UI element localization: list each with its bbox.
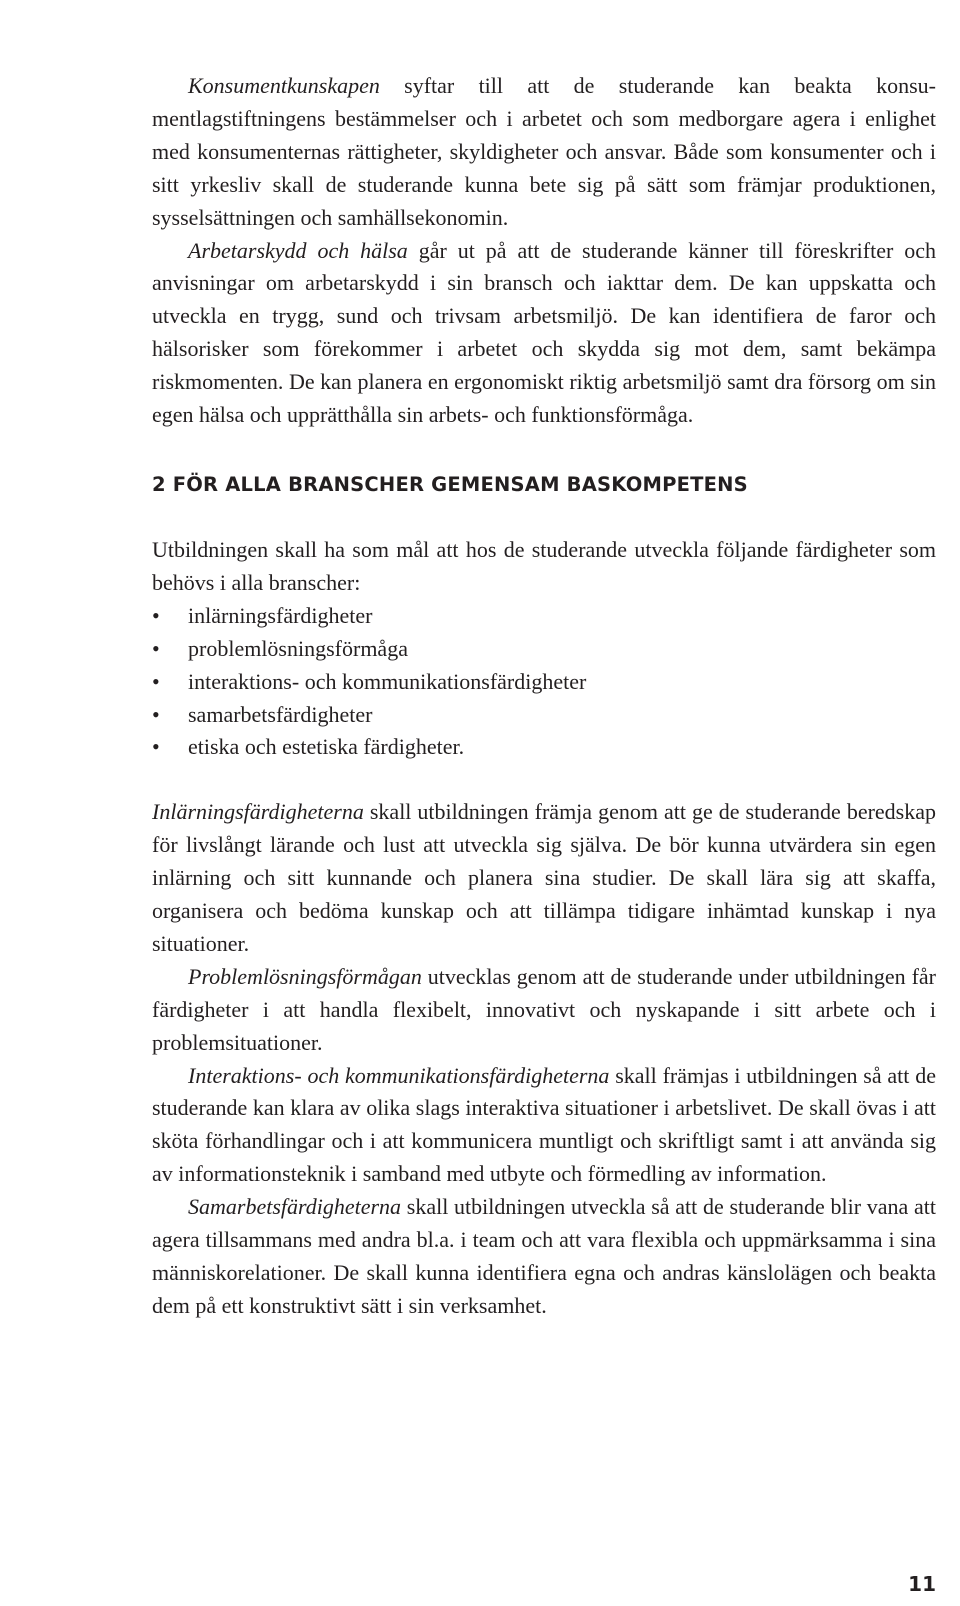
paragraph-text: skall utbildningen utveckla så att de studerande blir vana att agera tillsammans med andra bl.a. i team och att vara flexibla och uppmärksamma i sina människorelationer. De skall kunna identifiera egna och andras känslolägen och beakta dem på ett konstruktivt sätt i sin verksamhet. (152, 1194, 936, 1318)
paragraph-inlarning (152, 796, 936, 961)
list-item (152, 731, 936, 764)
document-page (152, 70, 936, 1323)
bullet-icon: • (152, 602, 160, 628)
page-number: 11 (908, 1572, 936, 1596)
paragraph-lead: Konsumentkunskapen (188, 73, 380, 98)
paragraph-text: skall främjas i utbildningen så att de studerande kan klara av olika slags interaktiva situationer i arbetslivet. De skall övas i att sköta förhandlingar och i att kommunicera muntligt och skriftligt samt i att använda sig av informationsteknik i samband med utbyte och förmedling av information. (152, 1062, 936, 1187)
bullet-icon: • (152, 734, 160, 760)
paragraph-interaktion (152, 1060, 936, 1192)
bullet-icon: • (152, 668, 160, 694)
paragraph-lead: Arbetarskydd och hälsa (188, 237, 408, 263)
paragraph-intro: Utbildningen skall ha som mål att hos de studerande utveckla följande färdigheter som behövs i alla branscher: (152, 536, 936, 595)
list-item-text: etiska och estetiska färdigheter. (188, 734, 465, 760)
paragraph-text: går ut på att de studerande känner till föreskrifter och anvisningar om arbetarskydd i sin bransch och iakttar dem. De kan uppskatta och utveckla en trygg, sund och trivsam arbetsmiljö. De kan identifiera de faror och hälsorisker som förekommer i arbetet och skydda sig mot dem, samt bekämpa riskmomenten. De kan planera en ergonomiskt riktig arbetsmiljö samt dra försorg om sin egen hälsa och upprätthålla sin arbets- och funktionsförmåga. (152, 237, 937, 428)
paragraph-text: skall utbildningen främja genom att ge de studerande beredskap för livslångt lärande och lust att utveckla sig själva. De bör kunna utvärdera sin egen inlärning och sitt kunnande och planera sina studier. De skall lära sig att skaffa, organisera och bedöma kunskap och att tillämpa tidigare inhämtad kunskap i nya situationer. (152, 799, 936, 956)
list-item-text: problemlösningsförmåga (188, 635, 408, 661)
list-item (152, 600, 936, 633)
section-heading: 2 FÖR ALLA BRANSCHER GEMENSAM BASKOMPETENS (152, 472, 748, 496)
list-item-text: samarbetsfärdigheter (188, 701, 373, 727)
list-item-text: inlärningsfärdigheter (188, 602, 373, 628)
list-item-text: interaktions- och kommunikationsfärdigheter (188, 668, 587, 694)
list-item (152, 633, 936, 666)
list-item (152, 666, 936, 699)
bullet-icon: • (152, 701, 160, 727)
paragraph-lead: Problemlösningsförmågan (188, 963, 422, 989)
paragraph-text: syftar till att de studerande kan beakta konsumentlagstiftningens bestämmelser och i arbetet och som medborgare agera i enlighet med konsumenternas rättigheter, skyldigheter och ansvar. Både som konsumenter och i sitt yrkesliv skall de studerande kunna bete sig på sätt som främjar produktionen, sysselsättningen och samhällsekonomin. (152, 73, 936, 230)
paragraph-lead: Samarbetsfärdigheterna (188, 1194, 402, 1220)
spacer (152, 764, 936, 796)
skills-list (152, 600, 936, 765)
paragraph-text: utvecklas genom att de studerande under utbildningen får färdigheter i att handla flexibelt, innovativt och nyskapande i sitt arbete och i problemsituationer. (152, 963, 936, 1055)
paragraph-arbetarskydd (152, 235, 936, 432)
paragraph-lead: Interaktions- och kommunikationsfärdigheterna (188, 1062, 610, 1088)
paragraph-lead: Inlärningsfärdigheterna (152, 799, 364, 825)
paragraph-samarbete (152, 1191, 936, 1323)
bullet-icon: • (152, 635, 160, 661)
paragraph-konsumentkunskap (152, 70, 936, 235)
paragraph-problemlosning (152, 961, 936, 1060)
list-item (152, 699, 936, 732)
